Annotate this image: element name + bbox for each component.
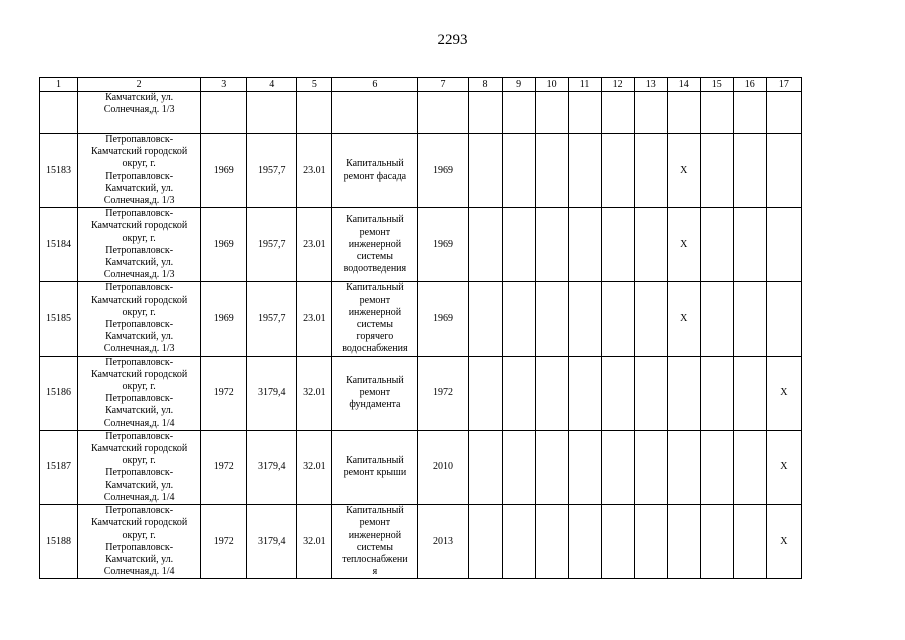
header-row — [40, 78, 802, 92]
empty-cell — [502, 356, 535, 430]
empty-cell — [601, 356, 634, 430]
year-cell: 1969 — [201, 208, 247, 282]
area-cell: 1957,7 — [247, 134, 297, 208]
address-cell: Петропавловск- Камчатский городской округ, г. Петропавловск- Камчатский, ул. Солнечная,д. 1/3 — [78, 134, 201, 208]
year-col7-cell: 1969 — [418, 282, 468, 356]
id-cell: 15185 — [40, 282, 78, 356]
empty-cell — [568, 92, 601, 134]
empty-cell — [568, 134, 601, 208]
page-number: 2293 — [437, 32, 468, 48]
empty-cell — [468, 282, 502, 356]
header-cell: 11 — [568, 78, 601, 92]
empty-cell — [502, 92, 535, 134]
empty-cell — [733, 356, 766, 430]
empty-cell — [766, 92, 801, 134]
empty-cell — [468, 430, 502, 504]
work-type-cell: Капитальный ремонт инженерной системы водоотведения — [332, 208, 418, 282]
empty-cell — [502, 505, 535, 579]
empty-cell — [601, 505, 634, 579]
empty-cell — [700, 282, 733, 356]
mark-col17-cell: Х — [766, 430, 801, 504]
area-cell: 1957,7 — [247, 282, 297, 356]
address-cell: Петропавловск- Камчатский городской округ, г. Петропавловск- Камчатский, ул. Солнечная,д. 1/4 — [78, 356, 201, 430]
table-row — [40, 430, 802, 504]
empty-cell — [733, 92, 766, 134]
year-cell: 1972 — [201, 356, 247, 430]
area-cell: 3179,4 — [247, 430, 297, 504]
header-cell: 2 — [78, 78, 201, 92]
year-col7-cell: 1969 — [418, 208, 468, 282]
address-cell: Петропавловск- Камчатский городской округ, г. Петропавловск- Камчатский, ул. Солнечная,д. 1/3 — [78, 282, 201, 356]
id-cell: 15184 — [40, 208, 78, 282]
empty-cell — [568, 208, 601, 282]
header-cell: 13 — [634, 78, 667, 92]
mark-col14-cell — [667, 356, 700, 430]
code-cell: 23.01 — [297, 134, 332, 208]
empty-cell — [535, 134, 568, 208]
code-cell: 23.01 — [297, 282, 332, 356]
table-row — [40, 282, 802, 356]
year-cell: 1972 — [201, 430, 247, 504]
header-cell: 8 — [468, 78, 502, 92]
work-type-cell: Капитальный ремонт фундамента — [332, 356, 418, 430]
address-cell: Петропавловск- Камчатский городской округ, г. Петропавловск- Камчатский, ул. Солнечная,д. 1/4 — [78, 505, 201, 579]
empty-cell — [634, 134, 667, 208]
header-cell: 7 — [418, 78, 468, 92]
code-cell: 32.01 — [297, 356, 332, 430]
year-col7-cell: 2010 — [418, 430, 468, 504]
header-cell: 4 — [247, 78, 297, 92]
area-cell: 1957,7 — [247, 208, 297, 282]
empty-cell — [502, 430, 535, 504]
header-cell: 16 — [733, 78, 766, 92]
mark-col14-cell — [667, 430, 700, 504]
empty-cell — [601, 282, 634, 356]
empty-cell — [535, 92, 568, 134]
code-cell: 32.01 — [297, 505, 332, 579]
address-cell: Камчатский, ул. Солнечная,д. 1/3 — [78, 92, 201, 134]
code-cell: 32.01 — [297, 430, 332, 504]
empty-cell — [634, 356, 667, 430]
header-cell: 12 — [601, 78, 634, 92]
empty-cell — [468, 208, 502, 282]
header-cell: 3 — [201, 78, 247, 92]
empty-cell — [332, 92, 418, 134]
year-col7-cell: 2013 — [418, 505, 468, 579]
empty-cell — [468, 356, 502, 430]
empty-cell — [535, 430, 568, 504]
table-row — [40, 208, 802, 282]
empty-cell — [700, 505, 733, 579]
empty-cell — [568, 505, 601, 579]
table-row — [40, 505, 802, 579]
id-cell — [40, 92, 78, 134]
mark-col14-cell: Х — [667, 282, 700, 356]
empty-cell — [634, 430, 667, 504]
empty-cell — [634, 92, 667, 134]
code-cell: 23.01 — [297, 208, 332, 282]
empty-cell — [601, 92, 634, 134]
empty-cell — [733, 282, 766, 356]
header-cell: 5 — [297, 78, 332, 92]
mark-col17-cell — [766, 282, 801, 356]
header-cell: 17 — [766, 78, 801, 92]
empty-cell — [568, 430, 601, 504]
empty-cell — [700, 430, 733, 504]
mark-col17-cell — [766, 208, 801, 282]
empty-cell — [733, 505, 766, 579]
mark-col17-cell: Х — [766, 356, 801, 430]
empty-cell — [468, 134, 502, 208]
header-cell: 6 — [332, 78, 418, 92]
area-cell: 3179,4 — [247, 505, 297, 579]
id-cell: 15187 — [40, 430, 78, 504]
work-type-cell: Капитальный ремонт инженерной системы теплоснабжени я — [332, 505, 418, 579]
empty-cell — [568, 282, 601, 356]
empty-cell — [468, 92, 502, 134]
empty-cell — [700, 356, 733, 430]
empty-cell — [468, 505, 502, 579]
empty-cell — [700, 208, 733, 282]
empty-cell — [733, 208, 766, 282]
empty-cell — [535, 208, 568, 282]
empty-cell — [634, 505, 667, 579]
empty-cell — [535, 356, 568, 430]
mark-col14-cell: Х — [667, 134, 700, 208]
empty-cell — [634, 282, 667, 356]
year-cell: 1972 — [201, 505, 247, 579]
empty-cell — [502, 134, 535, 208]
empty-cell — [201, 92, 247, 134]
id-cell: 15186 — [40, 356, 78, 430]
year-col7-cell: 1969 — [418, 134, 468, 208]
address-cell: Петропавловск- Камчатский городской округ, г. Петропавловск- Камчатский, ул. Солнечная,д. 1/3 — [78, 208, 201, 282]
empty-cell — [247, 92, 297, 134]
year-col7-cell: 1972 — [418, 356, 468, 430]
empty-cell — [700, 134, 733, 208]
work-type-cell: Капитальный ремонт фасада — [332, 134, 418, 208]
work-type-cell: Капитальный ремонт инженерной системы горячего водоснабжения — [332, 282, 418, 356]
empty-cell — [700, 92, 733, 134]
empty-cell — [733, 430, 766, 504]
empty-cell — [418, 92, 468, 134]
empty-cell — [502, 282, 535, 356]
empty-cell — [297, 92, 332, 134]
empty-cell — [535, 505, 568, 579]
mark-col17-cell: Х — [766, 505, 801, 579]
empty-cell — [601, 208, 634, 282]
empty-cell — [568, 356, 601, 430]
table-row — [40, 356, 802, 430]
header-cell: 15 — [700, 78, 733, 92]
mark-col17-cell — [766, 134, 801, 208]
empty-cell — [634, 208, 667, 282]
empty-cell — [733, 134, 766, 208]
work-type-cell: Капитальный ремонт крыши — [332, 430, 418, 504]
header-cell: 10 — [535, 78, 568, 92]
header-cell: 9 — [502, 78, 535, 92]
continuation-row — [40, 92, 802, 134]
empty-cell — [535, 282, 568, 356]
empty-cell — [667, 92, 700, 134]
header-cell: 1 — [40, 78, 78, 92]
year-cell: 1969 — [201, 134, 247, 208]
header-cell: 14 — [667, 78, 700, 92]
empty-cell — [601, 134, 634, 208]
id-cell: 15188 — [40, 505, 78, 579]
year-cell: 1969 — [201, 282, 247, 356]
empty-cell — [601, 430, 634, 504]
mark-col14-cell — [667, 505, 700, 579]
id-cell: 15183 — [40, 134, 78, 208]
area-cell: 3179,4 — [247, 356, 297, 430]
mark-col14-cell: Х — [667, 208, 700, 282]
empty-cell — [502, 208, 535, 282]
repair-registry-table — [39, 77, 802, 579]
address-cell: Петропавловск- Камчатский городской округ, г. Петропавловск- Камчатский, ул. Солнечная,д. 1/4 — [78, 430, 201, 504]
table-row — [40, 134, 802, 208]
